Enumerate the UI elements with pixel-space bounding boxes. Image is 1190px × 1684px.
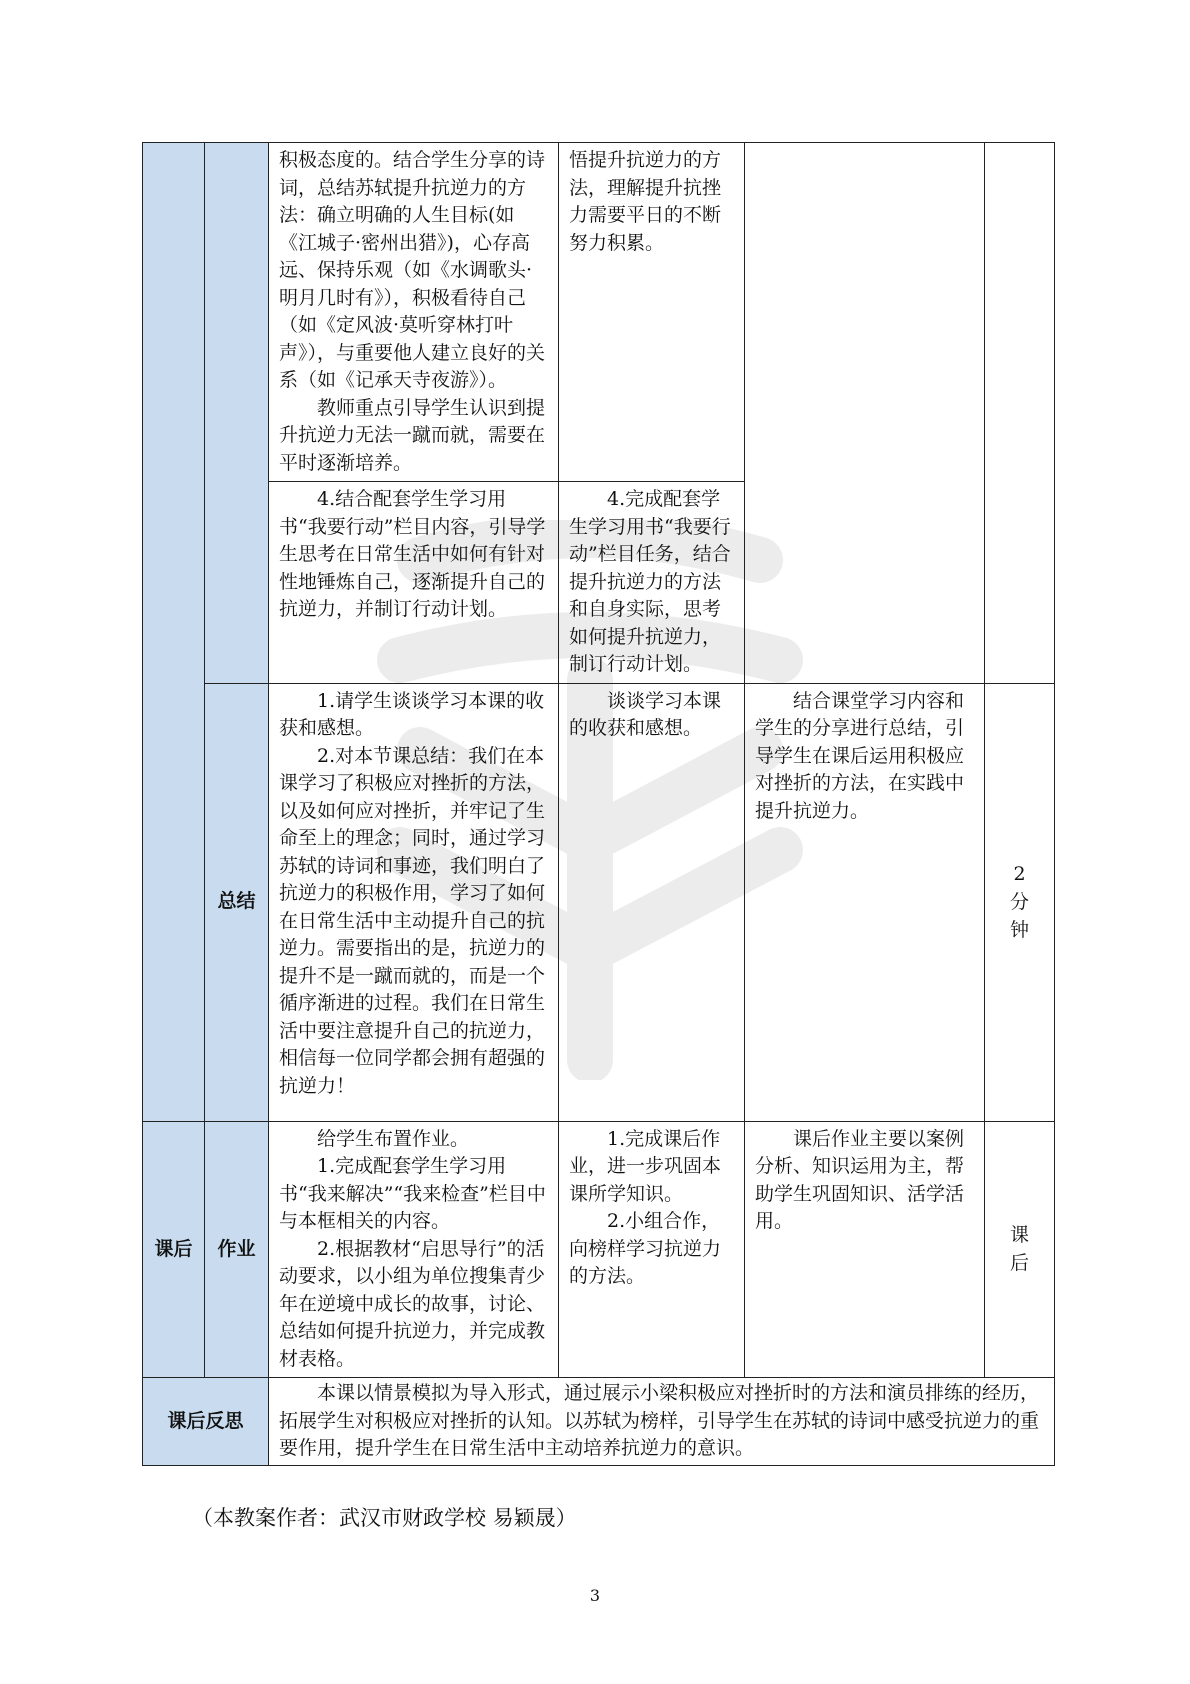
step-cell-summary [205, 683, 269, 1121]
step-cell-homework [205, 1121, 269, 1378]
page-number: 3 [589, 1586, 601, 1605]
teacher-activity-homework [269, 1121, 559, 1378]
time-cell-summary [985, 683, 1055, 1121]
step-cell-continued [205, 143, 269, 684]
time-char: 分 [1009, 891, 1029, 913]
design-intent-cont [745, 143, 985, 684]
student-text: 谈谈学习本课的收获和感想。 [569, 689, 722, 739]
reflection-label-cell [143, 1378, 269, 1466]
student-activity-summary [559, 683, 745, 1121]
phase-cell-afterclass [143, 1121, 205, 1378]
time-char: 后 [1009, 1252, 1029, 1275]
teacher-text: 教师重点引导学生认识到提升抗逆力无法一蹴而就，需要在平时逐渐培养。 [279, 396, 546, 474]
phase-cell-inclass [143, 143, 205, 1122]
design-intent-summary [745, 683, 985, 1121]
student-activity-step4 [559, 482, 745, 684]
reflection-text: 本课以情景模拟为导入形式，通过展示小梁积极应对挫折时的方法和演员排练的经历，拓展学生对积极应对挫折的认知。以苏轼为榜样，引导学生在苏轼的诗词中感受抗逆力的重要作用，提升学生在日常生活中主动培养抗逆力的意识。 [279, 1382, 1040, 1459]
student-activity-homework [559, 1121, 745, 1378]
teacher-activity-step4 [269, 482, 559, 684]
teacher-text: 1.请学生谈谈学习本课的收获和感想。 [279, 689, 545, 739]
row-homework [143, 1121, 1055, 1378]
step-label: 总结 [217, 890, 256, 913]
phase-label: 课后 [154, 1237, 193, 1260]
lesson-plan-table [142, 142, 1055, 1466]
teacher-text: 4.结合配套学生学习用书“我要行动”栏目内容，引导学生思考在日常生活中如何有针对性地锤炼自己，逐渐提升自己的抗逆力，并制订行动计划。 [279, 488, 546, 620]
row-continuation [143, 143, 1055, 482]
design-intent-homework [745, 1121, 985, 1378]
time-cell-cont [985, 143, 1055, 684]
author-credit: （本教案作者：武汉市财政学校 易颖晟） [192, 1506, 577, 1530]
intent-text: 课后作业主要以案例分析、知识运用为主，帮助学生巩固知识、活学活用。 [755, 1127, 965, 1232]
student-text: 4.完成配套学生学习用书“我要行动”栏目任务，结合提升抗逆力的方法和自身实际，思考如何提升抗逆力，制订行动计划。 [569, 488, 731, 675]
teacher-text: 给学生布置作业。 [317, 1127, 470, 1150]
teacher-activity-cont [269, 143, 559, 482]
row-reflection [143, 1378, 1055, 1466]
teacher-text: 1.完成配套学生学习用书“我来解决”“我来检查”栏目中与本框相关的内容。 [279, 1155, 546, 1232]
time-char: 课 [1009, 1224, 1029, 1247]
student-text: 悟提升抗逆力的方法，理解提升抗挫力需要平日的不断努力积累。 [569, 149, 722, 254]
reflection-text-cell [269, 1378, 1055, 1466]
teacher-text: 2.对本节课总结：我们在本课学习了积极应对挫折的方法，以及如何应对挫折，并牢记了生命至上的理念；同时，通过学习苏轼的诗词和事迹，我们明白了抗逆力的积极作用，学习了如何在日常生活中主动提升自己的抗逆力。需要指出的是，抗逆力的提升不是一蹴而就的，而是一个循序渐进的过程。我们在日常生活中要注意提升自己的抗逆力，相信每一位同学都会拥有超强的抗逆力！ [279, 744, 546, 1097]
teacher-activity-summary [269, 683, 559, 1121]
student-text: 2.小组合作，向榜样学习抗逆力的方法。 [569, 1210, 722, 1287]
intent-text: 结合课堂学习内容和学生的分享进行总结，引导学生在课后运用积极应对挫折的方法，在实践中提升抗逆力。 [755, 689, 965, 822]
time-char: 2 [1013, 863, 1026, 885]
row-summary [143, 683, 1055, 1121]
student-text: 1.完成课后作业，进一步巩固本课所学知识。 [569, 1127, 722, 1205]
step-label: 作业 [217, 1237, 256, 1260]
reflection-label: 课后反思 [167, 1409, 244, 1432]
student-activity-cont [559, 143, 745, 482]
teacher-text: 2.根据教材“启思导行”的活动要求，以小组为单位搜集青少年在逆境中成长的故事，讨论、总结如何提升抗逆力，并完成教材表格。 [279, 1237, 546, 1370]
time-char: 钟 [1009, 919, 1029, 941]
teacher-text: 积极态度的。结合学生分享的诗词，总结苏轼提升抗逆力的方法：确立明确的人生目标(如《江城子·密州出猎》)，心存高远、保持乐观（如《水调歌头·明月几时有》），积极看待自己（如《定风波·莫听穿林打叶声》），与重要他人建立良好的关系（如《记承天寺夜游》）。 [279, 149, 546, 391]
time-cell-homework [985, 1121, 1055, 1378]
